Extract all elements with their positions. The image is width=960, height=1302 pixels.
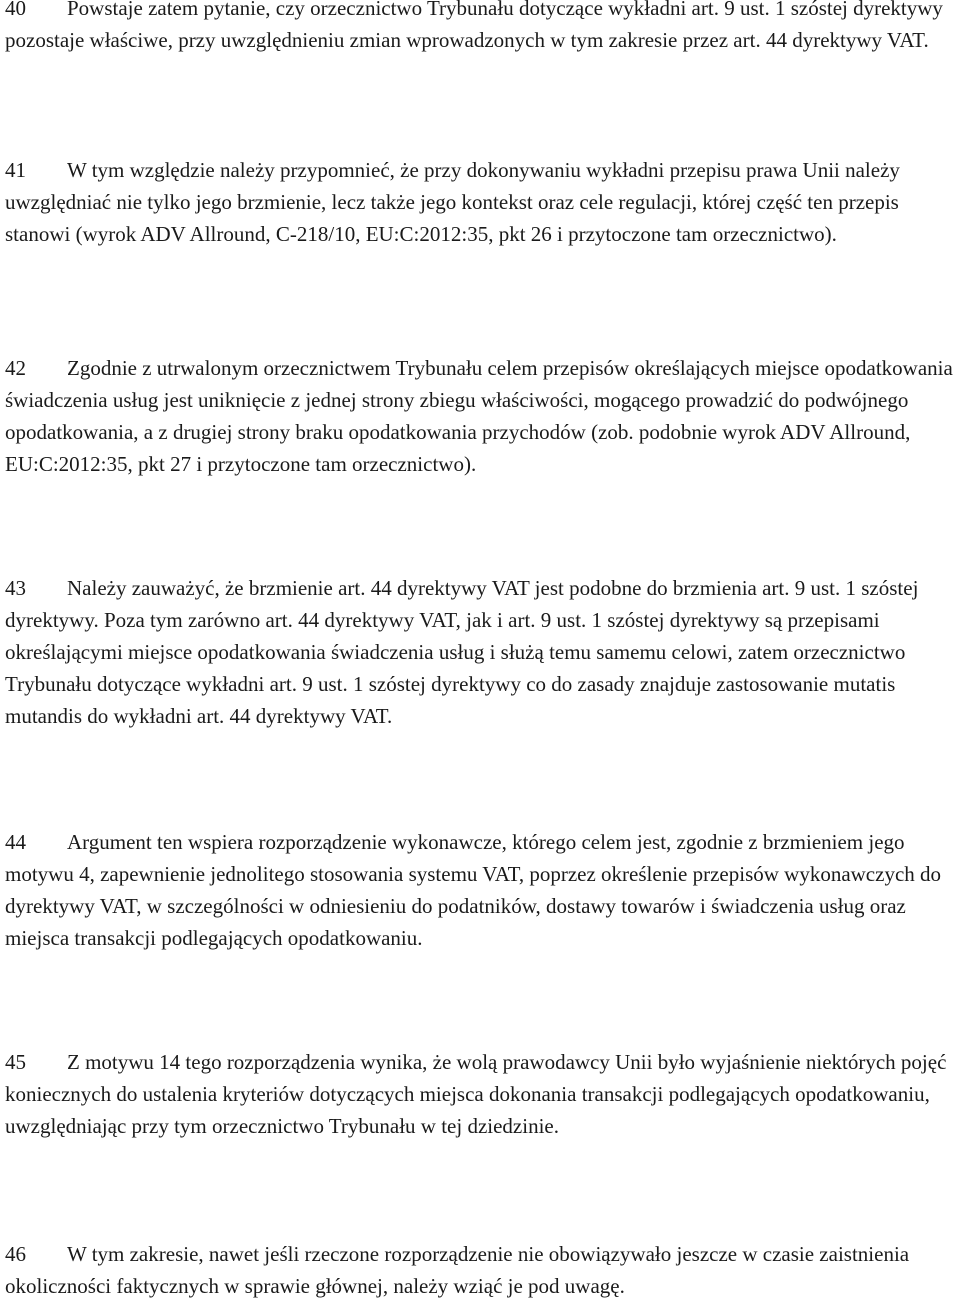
paragraph-42 xyxy=(5,352,956,480)
paragraph-40 xyxy=(5,0,956,56)
paragraph-text: Argument ten wspiera rozporządzenie wykonawcze, którego celem jest, zgodnie z brzmieniem jego motywu 4, zapewnienie jednolitego stosowania systemu VAT, poprzez określenie przepisów wykonawczych do dyrektywy VAT, w szczególności w odniesieniu do podatników, dostawy towarów i świadczenia usług oraz miejsca transakcji podlegających opodatkowaniu. xyxy=(5,830,942,950)
paragraph-46 xyxy=(5,1238,956,1302)
paragraph-45 xyxy=(5,1046,956,1142)
paragraph-43 xyxy=(5,572,956,732)
paragraph-number: 41 xyxy=(5,158,26,182)
paragraph-number: 44 xyxy=(5,830,26,854)
paragraph-44 xyxy=(5,826,956,954)
paragraph-number: 40 xyxy=(5,0,26,20)
paragraph-number: 42 xyxy=(5,356,26,380)
paragraph-text: Z motywu 14 tego rozporządzenia wynika, że wolą prawodawcy Unii było wyjaśnienie niektórych pojęć koniecznych do ustalenia kryteriów dotyczących miejsca dokonania transakcji podlegających opodatkowaniu, uwzględniając przy tym orzecznictwo Trybunału w tej dziedzinie. xyxy=(5,1050,947,1138)
paragraph-number: 45 xyxy=(5,1050,26,1074)
paragraph-number: 46 xyxy=(5,1242,26,1266)
paragraph-text: Zgodnie z utrwalonym orzecznictwem Trybunału celem przepisów określających miejsce opodatkowania świadczenia usług jest uniknięcie z jednej strony zbiegu właściwości, mogącego prowadzić do podwójnego opodatkowania, a z drugiej strony braku opodatkowania przychodów (zob. podobnie wyrok ADV Allround, EU:C:2012:35, pkt 27 i przytoczone tam orzecznictwo). xyxy=(5,356,953,476)
paragraph-text: Należy zauważyć, że brzmienie art. 44 dyrektywy VAT jest podobne do brzmienia art. 9 ust. 1 szóstej dyrektywy. Poza tym zarówno art. 44 dyrektywy VAT, jak i art. 9 ust. 1 szóstej dyrektywy są przepisami określającymi miejsce opodatkowania świadczenia usług i służą temu samemu celowi, zatem orzecznictwo Trybunału dotyczące wykładni art. 9 ust. 1 szóstej dyrektywy co do zasady znajduje zastosowanie mutatis mutandis do wykładni art. 44 dyrektywy VAT. xyxy=(5,576,919,728)
paragraph-text: W tym względzie należy przypomnieć, że przy dokonywaniu wykładni przepisu prawa Unii należy uwzględniać nie tylko jego brzmienie, lecz także jego kontekst oraz cele regulacji, której część ten przepis stanowi (wyrok ADV Allround, C‑218/10, EU:C:2012:35, pkt 26 i przytoczone tam orzecznictwo). xyxy=(5,158,900,246)
paragraph-text: Powstaje zatem pytanie, czy orzecznictwo Trybunału dotyczące wykładni art. 9 ust. 1 szóstej dyrektywy pozostaje właściwe, przy uwzględnieniu zmian wprowadzonych w tym zakresie przez art. 44 dyrektywy VAT. xyxy=(5,0,943,52)
paragraph-41 xyxy=(5,154,956,250)
paragraph-number: 43 xyxy=(5,576,26,600)
paragraph-text: W tym zakresie, nawet jeśli rzeczone rozporządzenie nie obowiązywało jeszcze w czasie zaistnienia okoliczności faktycznych w sprawie głównej, należy wziąć je pod uwagę. xyxy=(5,1242,910,1298)
